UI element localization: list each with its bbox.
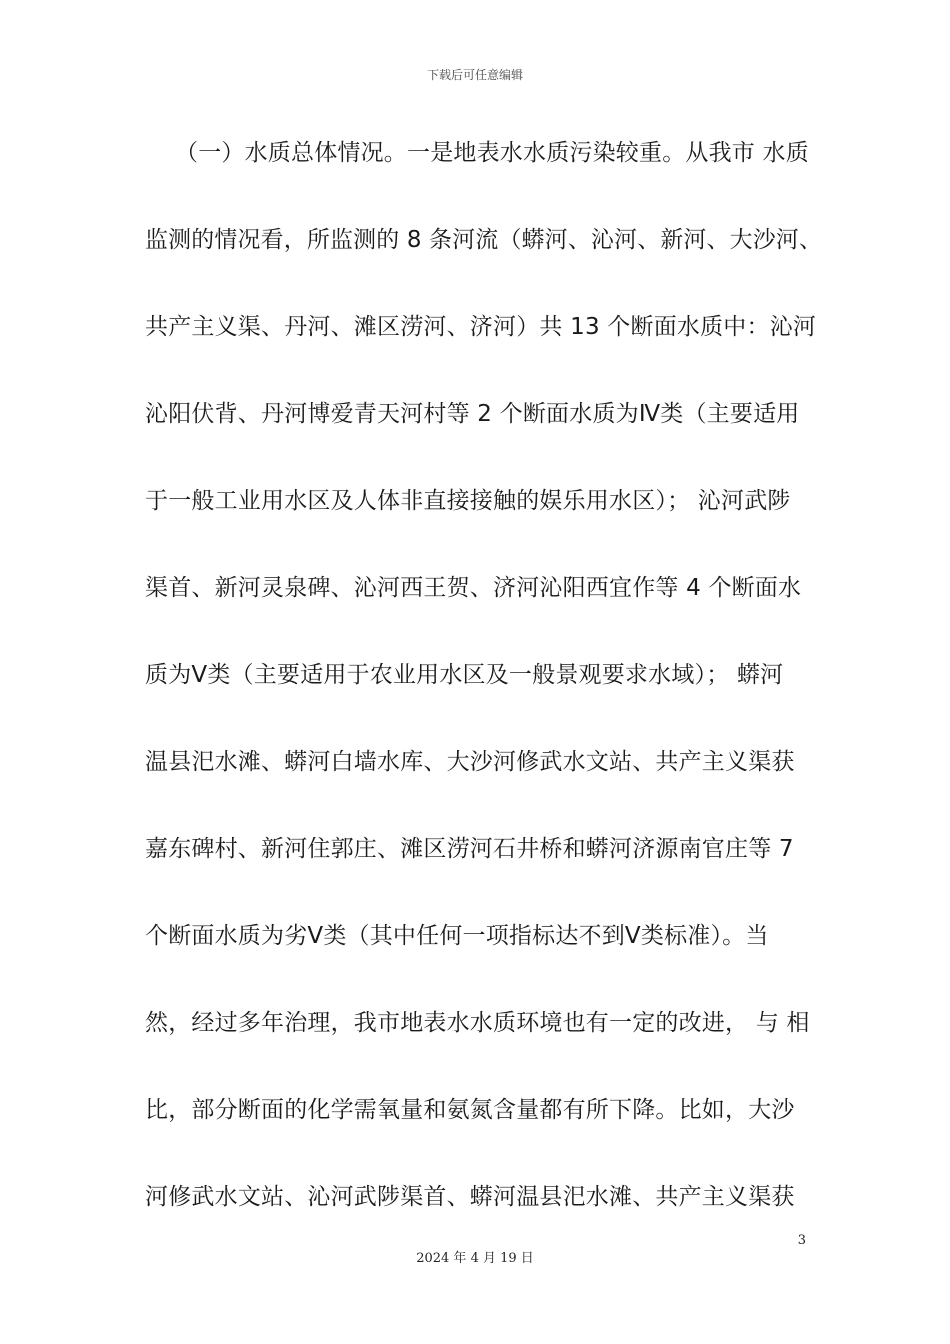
text-line: 质为Ⅴ类（主要适用于农业用水区及一般景观要求水域）； 蟒河 xyxy=(145,662,784,688)
text-line: 河修武水文站、沁河武陟渠首、蟒河温县汜水滩、共产主义渠获 xyxy=(145,1184,795,1210)
footer-date: 2024 年 4 月 19 日 xyxy=(416,1251,534,1266)
text-line: 沁阳伏背、丹河博爱青天河村等 2 个断面水质为Ⅳ类（主要适用 xyxy=(145,401,800,427)
text-line: （一）水质总体情况。一是地表水水质污染较重。从我市 水质 xyxy=(175,140,809,166)
text-line: 比，部分断面的化学需氧量和氨氮含量都有所下降。比如，大沙 xyxy=(145,1097,795,1123)
page-header: 下载后可任意编辑 xyxy=(426,68,523,82)
text-line: 监测的情况看，所监测的 8 条河流（蟒河、沁河、新河、大沙河、 xyxy=(145,227,823,253)
text-line: 渠首、新河灵泉碑、沁河西王贺、济河沁阳西宜作等 4 个断面水 xyxy=(145,575,802,601)
text-line: 嘉东碑村、新河住郭庄、滩区涝河石井桥和蟒河济源南官庄等 7 xyxy=(145,836,794,862)
text-line: 于一般工业用水区及人体非直接接触的娱乐用水区）； 沁河武陟 xyxy=(145,488,791,514)
text-line: 温县汜水滩、蟒河白墙水库、大沙河修武水文站、共产主义渠获 xyxy=(145,749,795,775)
text-line: 然，经过多年治理，我市地表水水质环境也有一定的改进， 与 相 xyxy=(145,1010,810,1036)
text-line: 共产主义渠、丹河、滩区涝河、济河）共 13 个断面水质中：沁河 xyxy=(145,314,817,340)
page-number: 3 xyxy=(797,1233,806,1248)
text-line: 个断面水质为劣Ⅴ类（其中任何一项指标达不到Ⅴ类标准）。当 xyxy=(145,923,769,949)
